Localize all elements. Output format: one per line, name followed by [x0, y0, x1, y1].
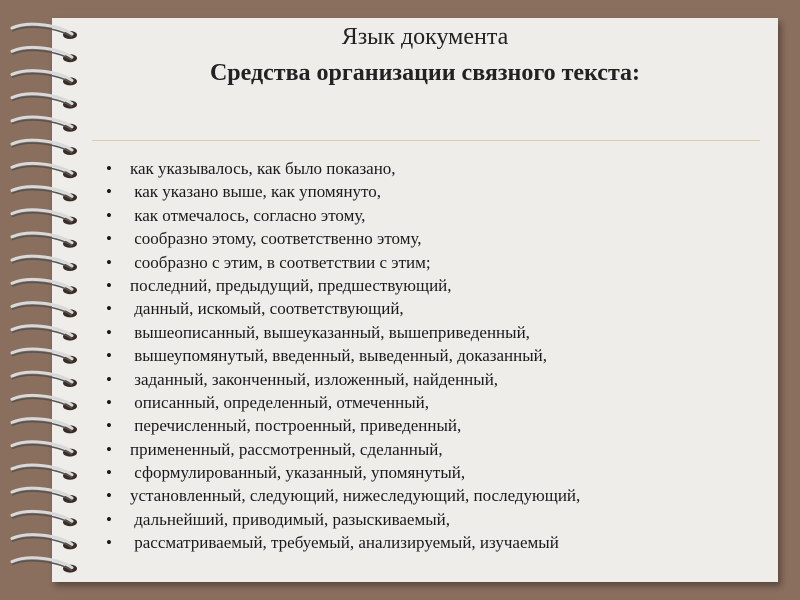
binding-ring: [12, 465, 77, 480]
list-item-text: примененный, рассмотренный, сделанный,: [130, 439, 443, 459]
binding-ring: [12, 94, 77, 109]
binding-ring: [12, 372, 77, 387]
page-title: Язык документа: [341, 24, 509, 50]
list-item: [106, 251, 580, 274]
bullet-icon: •: [106, 369, 112, 389]
list-item-text: сформулированный, указанный, упомянутый,: [130, 463, 466, 483]
list-item: [106, 297, 580, 320]
list-item: [106, 391, 580, 414]
binding-ring: [12, 303, 77, 318]
list-item-text: как отмечалось, согласно этому,: [130, 205, 366, 225]
list-item-text: вышеописанный, вышеуказанный, вышеприведенный,: [130, 322, 530, 342]
list-item-text: сообразно этому, соответственно этому,: [130, 229, 422, 249]
list-item: [106, 180, 580, 203]
binding-ring: [12, 117, 77, 132]
bullet-icon: •: [106, 275, 112, 295]
bullet-icon: •: [106, 346, 112, 366]
list-item: [106, 321, 580, 344]
bullet-icon: •: [106, 392, 112, 412]
list-item-text: сообразно с этим, в соответствии с этим;: [130, 252, 431, 272]
list-item-text: данный, искомый, соответствующий,: [130, 299, 404, 319]
bullet-icon: •: [106, 252, 112, 272]
list-item: [106, 227, 580, 250]
list-item-text: установленный, следующий, нижеследующий, последующий,: [130, 486, 581, 506]
list-item-text: описанный, определенный, отмеченный,: [130, 392, 429, 412]
binding-ring: [12, 140, 77, 155]
list-item-text: заданный, законченный, изложенный, найденный,: [130, 369, 499, 389]
binding-ring: [12, 488, 77, 503]
list-item: [106, 461, 580, 484]
phrase-list: [106, 157, 580, 555]
bullet-icon: •: [106, 205, 112, 225]
bullet-icon: •: [106, 416, 112, 436]
binding-ring: [12, 442, 77, 457]
binding-ring: [12, 326, 77, 341]
list-item: [106, 531, 580, 554]
binding-ring: [12, 558, 77, 573]
list-item: [106, 204, 580, 227]
binding-ring: [12, 210, 77, 225]
list-item: [106, 368, 580, 391]
list-item-text: рассматриваемый, требуемый, анализируемый, изучаемый: [130, 533, 559, 553]
bullet-icon: •: [106, 509, 112, 529]
list-item-text: последний, предыдущий, предшествующий,: [130, 275, 452, 295]
list-item-text: перечисленный, построенный, приведенный,: [130, 416, 462, 436]
page-subtitle: Средства организации связного текста:: [209, 60, 641, 86]
bullet-icon: •: [106, 463, 112, 483]
bullet-icon: •: [106, 486, 112, 506]
bullet-icon: •: [106, 159, 112, 178]
list-item: [106, 484, 580, 507]
list-item-text: дальнейший, приводимый, разыскиваемый,: [130, 509, 451, 529]
list-item: [106, 274, 580, 297]
list-item: [106, 508, 580, 531]
binding-ring: [12, 349, 77, 364]
divider: [92, 140, 760, 141]
binding-ring: [12, 256, 77, 271]
list-item: [106, 157, 580, 180]
binding-ring: [12, 279, 77, 294]
list-item: [106, 344, 580, 367]
bullet-icon: •: [106, 299, 112, 319]
list-item: [106, 438, 580, 461]
list-item-text: как указано выше, как упомянуто,: [130, 182, 382, 202]
spiral-binding: [0, 0, 100, 600]
list-item-text: как указывалось, как было показано,: [130, 159, 396, 178]
bullet-icon: •: [106, 533, 112, 553]
bullet-icon: •: [106, 439, 112, 459]
binding-ring: [12, 395, 77, 410]
bullet-icon: •: [106, 322, 112, 342]
binding-ring: [12, 419, 77, 434]
binding-ring: [12, 511, 77, 526]
list-item-text: вышеупомянутый, введенный, выведенный, доказанный,: [130, 346, 548, 366]
bullet-icon: •: [106, 229, 112, 249]
bullet-icon: •: [106, 182, 112, 202]
binding-ring: [12, 187, 77, 202]
binding-ring: [12, 535, 77, 550]
list-item: [106, 414, 580, 437]
binding-ring: [12, 233, 77, 248]
binding-ring: [12, 163, 77, 178]
